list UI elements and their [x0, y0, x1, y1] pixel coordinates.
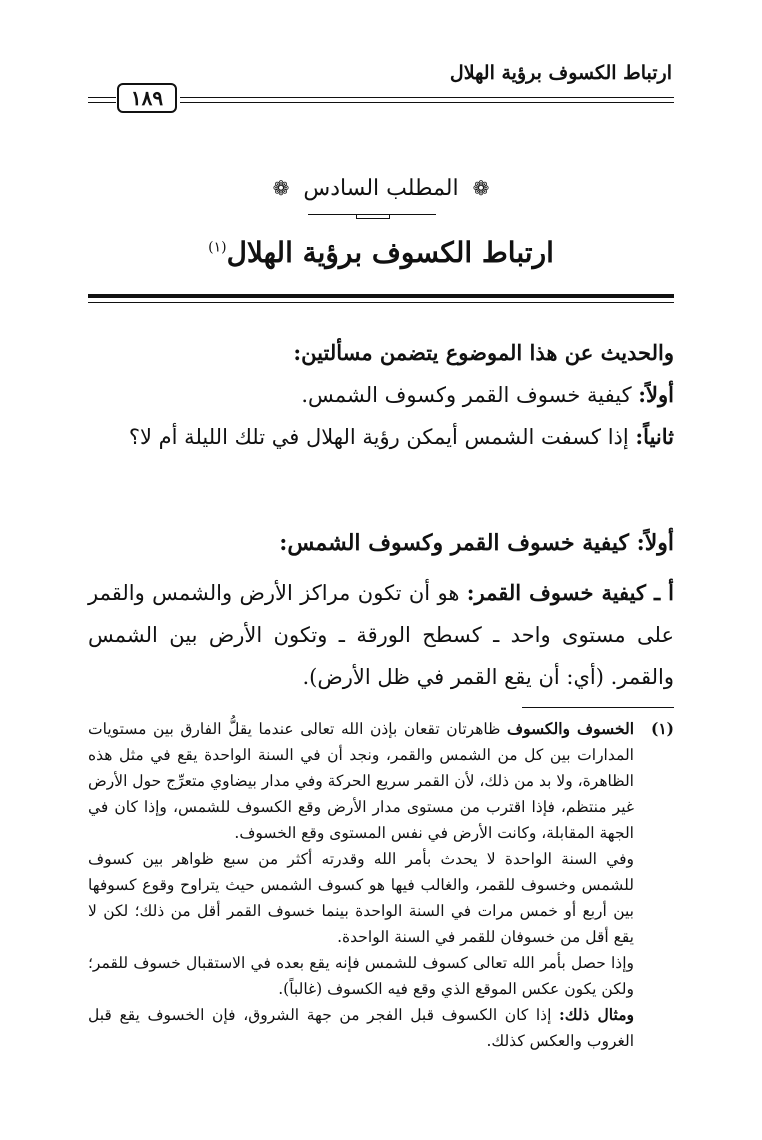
part1-heading: أولاً: كيفية خسوف القمر وكسوف الشمس: [279, 530, 674, 556]
footnote-paragraph: ومثال ذلك: إذا كان الكسوف قبل الفجر من جهة الشروق، فإن الخسوف يقع قبل الغروب والعكس كذلك. [88, 1005, 634, 1050]
intro-question-1: أولاً: كيفية خسوف القمر وكسوف الشمس. [301, 382, 674, 407]
section-divider-notch [356, 214, 390, 219]
page-number-badge: ١٨٩ [117, 83, 177, 113]
intro-block [88, 332, 674, 458]
chapter-title-text: ارتباط الكسوف برؤية الهلال [226, 236, 554, 269]
header-rule [180, 102, 674, 103]
title-rule-thin [88, 302, 674, 303]
footnote-separator [522, 707, 674, 708]
header-rule [180, 97, 674, 98]
chapter-title [0, 236, 762, 269]
footnote-paragraph: وفي السنة الواحدة لا يحدث بأمر الله وقدرته أكثر من سبع ظواهر بين كسوف للشمس وخسوف للقمر، والغالب فيها هو كسوف الشمس حيث يتراوح وقوع كسوفها بين أربع أو خمس مرات في السنة الواحدة بينما خسوف القمر أقل من ذلك؛ لكن لا يقع أقل من خسوفان للقمر في السنة الواحدة. [88, 850, 634, 946]
section-title [0, 176, 762, 201]
ornament-icon: ❁ [272, 176, 290, 200]
intro-lead: والحديث عن هذا الموضوع يتضمن مسألتين: [293, 340, 674, 365]
footnote-paragraph: الخسوف والكسوف ظاهرتان تقعان بإذن الله تعالى عندما يقلُّ الفارق بين مستويات المدارات بين كل من الشمس والقمر، ونجد أن في السنة الواحدة يقع في مثل هذه الظاهرة، ولا بد من ذلك، لأن القمر سريع الحركة وفي مدار بيضاوي متعرِّج حول الأرض غير منتظم، فإذا اقترب من مستوى مدار الأرض وقع الكسوف للشمس، وإذا كان في الجهة المقابلة، وكانت الأرض في نفس المستوى وقع الخسوف. [88, 719, 634, 842]
footnote [88, 716, 674, 1054]
footnote-number: (١) [650, 719, 674, 738]
header-rule [88, 97, 116, 98]
part1-item-a: أ ـ كيفية خسوف القمر: هو أن تكون مراكز الأرض والشمس والقمر على مستوى واحد ـ كسطح الورقة ـ وتكون الأرض بين الشمس والقمر. (أي: أن يقع القمر في ظل الأرض). [88, 580, 674, 689]
header-rule [88, 102, 116, 103]
ornament-icon: ❁ [472, 176, 490, 200]
intro-question-2: ثانياً: إذا كسفت الشمس أيمكن رؤية الهلال في تلك الليلة أم لا؟ [128, 424, 674, 449]
footnote-paragraph: وإذا حصل بأمر الله تعالى كسوف للشمس فإنه يقع بعده في الاستقبال خسوف للقمر؛ ولكن يكون عكس الموقع الذي وقع فيه الكسوف (غالباً). [88, 954, 634, 998]
footnote-ref: (١) [208, 239, 227, 256]
running-title: ارتباط الكسوف برؤية الهلال [449, 62, 672, 84]
title-rule-thick [88, 294, 674, 298]
section-title-text: المطلب السادس [303, 176, 459, 201]
